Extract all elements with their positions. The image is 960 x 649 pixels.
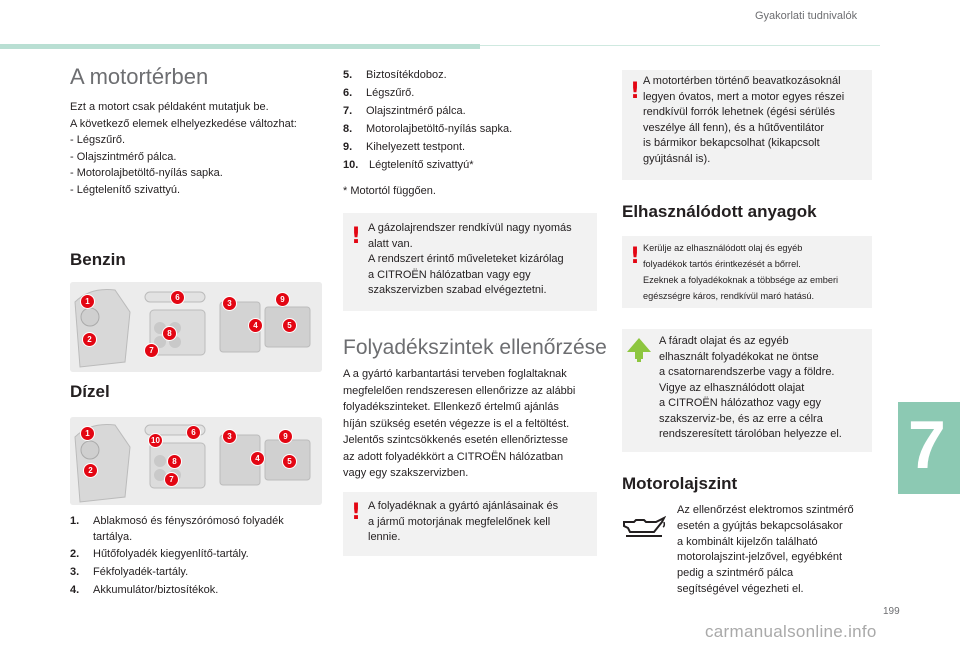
callout-badge: 9 (278, 429, 293, 444)
tree-icon (626, 337, 652, 363)
component-list-middle (343, 66, 593, 174)
fluid-warning (343, 492, 597, 556)
callout-badge: 5 (282, 454, 297, 469)
used-materials-title: Elhasználódott anyagok (622, 202, 817, 221)
callout-badge: 3 (222, 296, 237, 311)
intro-line: A következő elemek elhelyezkedése változhat: (70, 117, 297, 130)
footnote: * Motortól függően. (343, 185, 436, 197)
callout-badge: 9 (275, 292, 290, 307)
petrol-engine-image (70, 282, 322, 372)
callout-badge: 4 (250, 451, 265, 466)
warning-icon: ! (630, 79, 641, 104)
variant-item: - Légtelenítő szivattyú. (70, 183, 181, 196)
callout-badge: 4 (248, 318, 263, 333)
skin-contact-warning (622, 236, 872, 308)
warning-icon: ! (351, 500, 362, 525)
callout-badge: 2 (82, 332, 97, 347)
warning-text: Kerülje az elhasználódott olaj és egyéb folyadékok tartós érintkezését a bőrrel. Ezeknek a folyadékoknak a többsége az emberi egészségre káros, rendkívül maró hatású. (643, 243, 839, 301)
diesel-engine-image (70, 417, 322, 505)
callout-badge: 8 (162, 326, 177, 341)
list-item: 3. Fékfolyadék-tartály. (70, 566, 189, 578)
callout-badge: 1 (80, 294, 95, 309)
header-accent-bar (0, 44, 480, 49)
intro-line: Ezt a motort csak példaként mutatjuk be. (70, 101, 269, 113)
hot-engine-warning (622, 70, 872, 180)
oil-can-icon (622, 514, 666, 538)
callout-badge: 6 (186, 425, 201, 440)
list-item: 5. Biztosítékdoboz. (343, 69, 447, 81)
callout-badge: 7 (144, 343, 159, 358)
intro-text (70, 99, 330, 132)
petrol-heading: Benzin (70, 250, 126, 269)
callout-badge: 8 (167, 454, 182, 469)
component-list-left (70, 512, 320, 599)
list-item: 9. Kihelyezett testpont. (343, 141, 466, 153)
oil-level-title: Motorolajszint (622, 474, 738, 493)
callout-badge: 10 (148, 433, 163, 448)
list-item: 7. Olajszintmérő pálca. (343, 105, 466, 117)
warning-text: A motortérben történő beavatkozásoknál legyen óvatos, mert a motor egyes részei rendkívül forrók lehetnek (égési sérülés veszélye áll fenn), és a hűtőventilátor is bármikor bekapcsolhat (kikapcsolt gyújtásnál is). (643, 75, 845, 165)
fluid-levels-text: A a gyártó karbantartási terveben foglaltaknak megfelelően rendszeresen ellenőrizze az alábbi folyadékszinteket. Ellenkező értelmű ajánlás híján szükség esetén végezze is el a feltöltést. Jelentős szintcsökkenés esetén ellenőriztesse az adott folyadékkört a CITROËN hálózatban vagy egy szakszervizben. (343, 368, 576, 479)
chapter-number: 7 (908, 407, 946, 483)
callout-badge: 3 (222, 429, 237, 444)
list-item: 1. Ablakmosó és fényszórómosó folyadék tartálya. (70, 515, 284, 543)
pressure-warning (343, 213, 597, 311)
variant-item: - Légszűrő. (70, 134, 126, 146)
eco-notice (622, 329, 872, 452)
callout-badge: 1 (80, 426, 95, 441)
list-item: 4. Akkumulátor/biztosítékok. (70, 584, 219, 596)
callout-badge: 7 (164, 472, 179, 487)
eco-text: A fáradt olajat és az egyéb elhasznált folyadékokat ne öntse a csatornarendszerbe vagy a földre. Vigye az elhasználódott olajat a CITROËN hálózathoz vagy egy szakszerviz-be, és az erre a célra rendszeresített tárolóban helyezze el. (659, 335, 842, 440)
list-item: 8. Motorolajbetöltő-nyílás sapka. (343, 123, 513, 135)
fluid-levels-title: Folyadékszintek ellenőrzése (343, 336, 607, 359)
callout-badge: 5 (282, 318, 297, 333)
engine-bay-title: A motortérben (70, 64, 209, 89)
callout-badge: 6 (170, 290, 185, 305)
section-title: Gyakorlati tudnivalók (755, 10, 858, 22)
variant-list (70, 132, 223, 198)
header-rule (480, 45, 880, 46)
page-number: 199 (883, 606, 900, 617)
warning-icon: ! (351, 224, 362, 249)
list-item: 10. Légtelenítő szivattyú* (343, 159, 474, 171)
oil-level-text: Az ellenőrzést elektromos szintmérő esetén a gyújtás bekapcsolásakor a kombinált kijelzőn található motorolajszint-jelzővel, egyébként pedig a szintmérő pálca segítségével végezheti el. (677, 504, 854, 595)
diesel-heading: Dízel (70, 382, 110, 401)
list-item: 2. Hűtőfolyadék kiegyenlítő-tartály. (70, 548, 249, 560)
variant-item: - Olajszintmérő pálca. (70, 150, 177, 163)
watermark: carmanualsonline.info (705, 622, 877, 641)
callout-badge: 2 (83, 463, 98, 478)
warning-icon: ! (630, 244, 641, 269)
list-item: 6. Légszűrő. (343, 87, 415, 99)
variant-item: - Motorolajbetöltő-nyílás sapka. (70, 167, 223, 179)
warning-text: A folyadéknak a gyártó ajánlásainak és a jármű motorjának megfelelőnek kell lennie. (368, 500, 559, 543)
warning-text: A gázolajrendszer rendkívül nagy nyomás alatt van. A rendszert érintő műveleteket kizárólag a CITROËN hálózatban vagy egy szakszervizben szabad elvégeztetni. (368, 222, 572, 296)
